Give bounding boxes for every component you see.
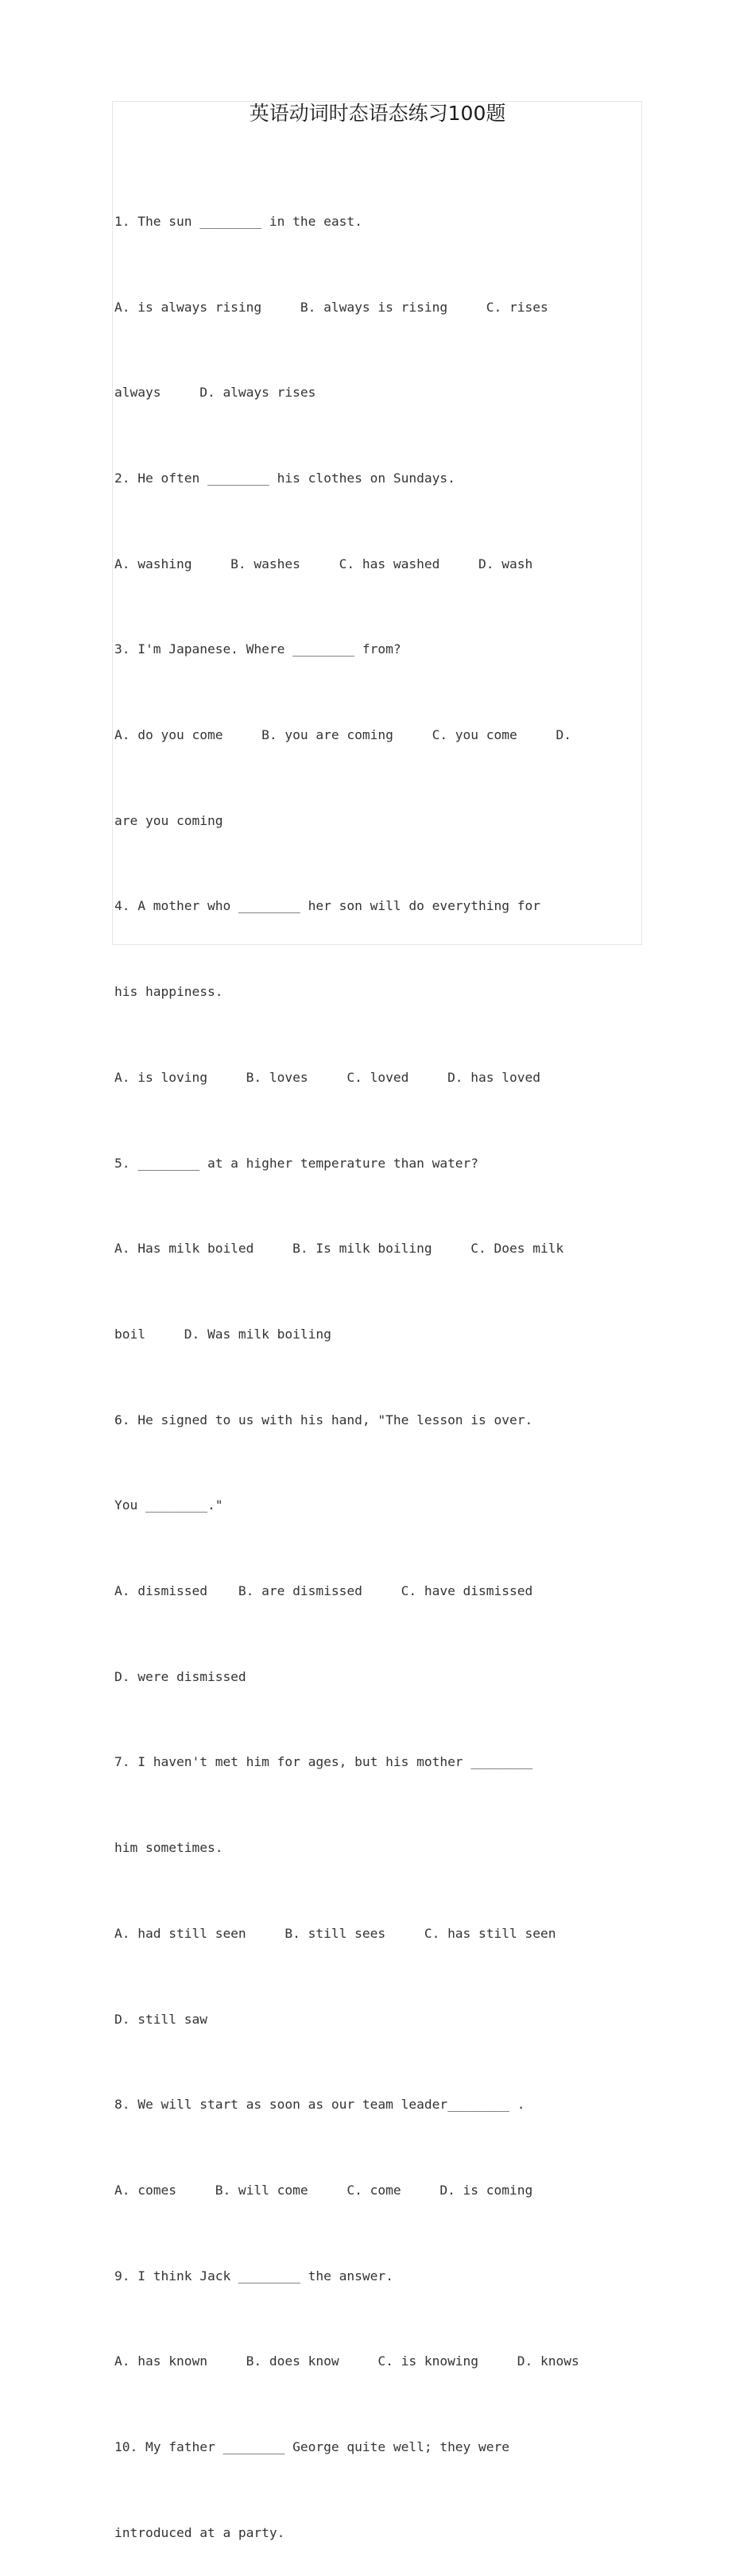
question-line: his happiness. — [114, 984, 223, 1000]
option-line: boil D. Was milk boiling — [114, 1326, 331, 1342]
option-line: A. dismissed B. are dismissed C. have dismissed — [114, 1583, 533, 1599]
option-line: A. is loving B. loves C. loved D. has loved — [114, 1069, 541, 1085]
question-line: 10. My father ________ George quite well; they were — [114, 2439, 510, 2455]
question-line: 4. A mother who ________ her son will do everything for — [114, 898, 541, 914]
question-line: 1. The sun ________ in the east. — [114, 213, 362, 229]
option-line: D. still saw — [114, 2011, 207, 2027]
option-line: A. do you come B. you are coming C. you come D. — [114, 727, 571, 743]
option-line: A. had still seen B. still sees C. has still seen — [114, 1925, 556, 1941]
question-line: 3. I'm Japanese. Where ________ from? — [114, 641, 401, 657]
question-line: 9. I think Jack ________ the answer. — [114, 2268, 393, 2284]
question-line: introduced at a party. — [114, 2524, 285, 2540]
question-line: him sometimes. — [114, 1840, 223, 1856]
page-title: 英语动词时态语态练习100题 — [249, 102, 506, 125]
question-line: 8. We will start as soon as our team leader________ . — [114, 2097, 525, 2113]
question-line: You ________." — [114, 1497, 223, 1513]
option-line: D. were dismissed — [114, 1668, 246, 1684]
option-line: A. Has milk boiled B. Is milk boiling C. Does milk — [114, 1241, 564, 1257]
question-line: 6. He signed to us with his hand, "The lesson is over. — [114, 1412, 533, 1427]
exercise-body — [114, 150, 642, 2576]
option-line: are you coming — [114, 812, 223, 828]
question-line: 5. ________ at a higher temperature than water? — [114, 1155, 479, 1171]
question-line: 2. He often ________ his clothes on Sundays. — [114, 470, 455, 486]
option-line: always D. always rises — [114, 385, 316, 401]
option-line: A. has known B. does know C. is knowing D. knows — [114, 2353, 579, 2369]
question-line: 7. I haven't met him for ages, but his mother ________ — [114, 1754, 533, 1770]
option-line: A. washing B. washes C. has washed D. wash — [114, 556, 533, 571]
option-line: A. comes B. will come C. come D. is coming — [114, 2182, 533, 2198]
option-line: A. is always rising B. always is rising C. rises — [114, 299, 548, 315]
